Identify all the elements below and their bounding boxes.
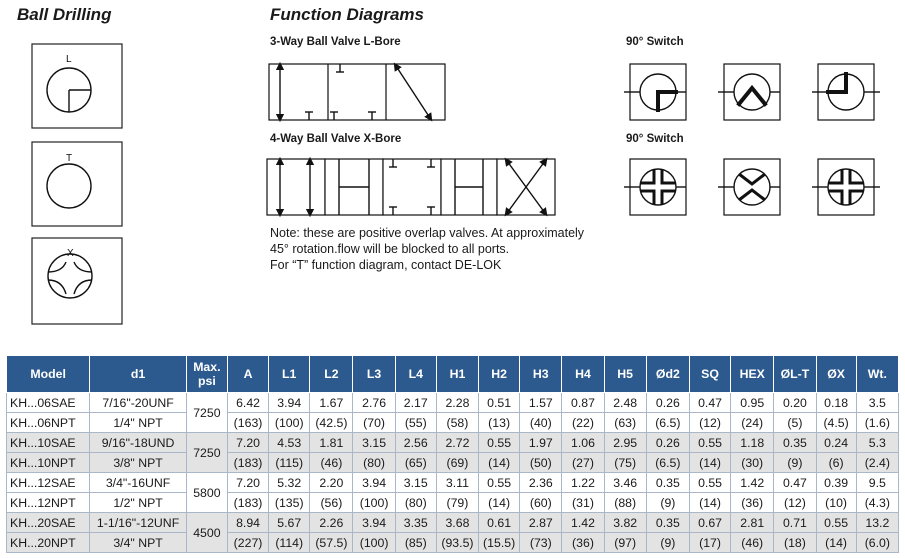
value-cell: (18) <box>774 533 816 553</box>
value-cell: (57.5) <box>310 533 353 553</box>
value-cell: 0.51 <box>479 393 520 413</box>
value-cell: 1.06 <box>562 433 604 453</box>
switch-label-2: 90° Switch <box>626 133 684 145</box>
value-cell: 3.82 <box>604 513 646 533</box>
value-cell: (14) <box>689 453 730 473</box>
value-cell: 0.55 <box>816 513 856 533</box>
four-way-title: 4-Way Ball Valve X-Bore <box>270 133 402 145</box>
ball-drilling-heading: Ball Drilling <box>17 5 112 24</box>
value-cell: 3.35 <box>395 513 436 533</box>
value-cell: 0.26 <box>646 433 689 453</box>
value-cell: (69) <box>436 453 478 473</box>
value-cell: (50) <box>520 453 562 473</box>
value-cell: 6.42 <box>227 393 268 413</box>
value-cell: 0.61 <box>479 513 520 533</box>
value-cell: 1.18 <box>731 433 774 453</box>
table-row <box>7 493 899 513</box>
value-cell: 7.20 <box>227 473 268 493</box>
value-cell: 3.94 <box>269 393 310 413</box>
value-cell: 2.17 <box>395 393 436 413</box>
column-header: d1 <box>90 356 186 393</box>
value-cell: 0.71 <box>774 513 816 533</box>
column-header: H2 <box>479 356 520 393</box>
value-cell: (36) <box>562 533 604 553</box>
table-row <box>7 453 899 473</box>
note-line-1: Note: these are positive overlap valves. At approximately <box>270 226 585 240</box>
value-cell: (1.6) <box>856 413 898 433</box>
column-header: L2 <box>310 356 353 393</box>
value-cell: (55) <box>395 413 436 433</box>
value-cell: 0.47 <box>774 473 816 493</box>
value-cell: 2.48 <box>604 393 646 413</box>
value-cell: 3.46 <box>604 473 646 493</box>
value-cell: 2.28 <box>436 393 478 413</box>
value-cell: (27) <box>562 453 604 473</box>
value-cell: (10) <box>816 493 856 513</box>
value-cell: (65) <box>395 453 436 473</box>
model-cell: KH...20SAE <box>7 513 90 533</box>
switch-symbols-x <box>624 153 894 223</box>
value-cell: (5) <box>774 413 816 433</box>
value-cell: (63) <box>604 413 646 433</box>
value-cell: 0.35 <box>646 473 689 493</box>
psi-cell: 4500 <box>186 513 227 553</box>
d1-cell: 1/2" NPT <box>90 493 186 513</box>
value-cell: 5.67 <box>269 513 310 533</box>
column-header: Max. psi <box>186 356 227 393</box>
value-cell: 3.94 <box>353 473 395 493</box>
value-cell: (227) <box>227 533 268 553</box>
value-cell: (14) <box>816 533 856 553</box>
value-cell: 1.97 <box>520 433 562 453</box>
value-cell: 2.72 <box>436 433 478 453</box>
value-cell: (15.5) <box>479 533 520 553</box>
value-cell: (56) <box>310 493 353 513</box>
value-cell: (42.5) <box>310 413 353 433</box>
value-cell: (36) <box>731 493 774 513</box>
value-cell: (9) <box>774 453 816 473</box>
value-cell: (100) <box>353 493 395 513</box>
three-way-title: 3-Way Ball Valve L-Bore <box>270 36 401 48</box>
value-cell: 0.55 <box>479 433 520 453</box>
value-cell: (75) <box>604 453 646 473</box>
value-cell: (24) <box>731 413 774 433</box>
value-cell: (12) <box>689 413 730 433</box>
column-header: Ød2 <box>646 356 689 393</box>
value-cell: (88) <box>604 493 646 513</box>
column-header: ØL-T <box>774 356 816 393</box>
value-cell: (9) <box>646 493 689 513</box>
ball-drilling-figures <box>0 0 160 340</box>
value-cell: 0.24 <box>816 433 856 453</box>
d1-cell: 3/4"-16UNF <box>90 473 186 493</box>
specification-table <box>6 355 899 553</box>
value-cell: 0.67 <box>689 513 730 533</box>
value-cell: (114) <box>269 533 310 553</box>
model-cell: KH...06NPT <box>7 413 90 433</box>
value-cell: (6.5) <box>646 413 689 433</box>
value-cell: 0.26 <box>646 393 689 413</box>
value-cell: 7.20 <box>227 433 268 453</box>
value-cell: 9.5 <box>856 473 898 493</box>
value-cell: (79) <box>436 493 478 513</box>
value-cell: 3.15 <box>395 473 436 493</box>
value-cell: 1.67 <box>310 393 353 413</box>
psi-cell: 7250 <box>186 433 227 473</box>
four-way-schematic <box>262 153 562 223</box>
note-text <box>270 225 584 273</box>
model-cell: KH...06SAE <box>7 393 90 413</box>
column-header: SQ <box>689 356 730 393</box>
switch-label-1: 90° Switch <box>626 36 684 48</box>
model-cell: KH...12SAE <box>7 473 90 493</box>
column-header: Model <box>7 356 90 393</box>
value-cell: 4.53 <box>269 433 310 453</box>
column-header: H3 <box>520 356 562 393</box>
column-header: L1 <box>269 356 310 393</box>
d1-cell: 3/8" NPT <box>90 453 186 473</box>
table-row <box>7 533 899 553</box>
column-header: H4 <box>562 356 604 393</box>
value-cell: (13) <box>479 413 520 433</box>
column-header: ØX <box>816 356 856 393</box>
value-cell: 2.36 <box>520 473 562 493</box>
value-cell: (6.5) <box>646 453 689 473</box>
value-cell: 0.87 <box>562 393 604 413</box>
value-cell: (14) <box>689 493 730 513</box>
function-diagrams-heading: Function Diagrams <box>270 5 424 24</box>
value-cell: 2.76 <box>353 393 395 413</box>
switch-symbols-l <box>624 58 894 128</box>
value-cell: 3.15 <box>353 433 395 453</box>
three-way-schematic <box>262 56 452 126</box>
value-cell: (60) <box>520 493 562 513</box>
value-cell: 1.42 <box>731 473 774 493</box>
ball-label-l: L <box>66 54 72 65</box>
column-header: H1 <box>436 356 478 393</box>
value-cell: 13.2 <box>856 513 898 533</box>
value-cell: 0.55 <box>689 473 730 493</box>
value-cell: 3.5 <box>856 393 898 413</box>
value-cell: 0.35 <box>774 433 816 453</box>
value-cell: (85) <box>395 533 436 553</box>
table-row <box>7 433 899 453</box>
value-cell: (17) <box>689 533 730 553</box>
value-cell: 1.42 <box>562 513 604 533</box>
value-cell: 2.20 <box>310 473 353 493</box>
value-cell: (14) <box>479 493 520 513</box>
value-cell: 0.95 <box>731 393 774 413</box>
model-cell: KH...20NPT <box>7 533 90 553</box>
column-header: A <box>227 356 268 393</box>
note-line-3: For “T” function diagram, contact DE-LOK <box>270 258 502 272</box>
column-header: L3 <box>353 356 395 393</box>
value-cell: 3.94 <box>353 513 395 533</box>
value-cell: (2.4) <box>856 453 898 473</box>
value-cell: (135) <box>269 493 310 513</box>
value-cell: (31) <box>562 493 604 513</box>
value-cell: (46) <box>731 533 774 553</box>
value-cell: 5.32 <box>269 473 310 493</box>
model-cell: KH...10NPT <box>7 453 90 473</box>
value-cell: (100) <box>353 533 395 553</box>
value-cell: (70) <box>353 413 395 433</box>
value-cell: (93.5) <box>436 533 478 553</box>
value-cell: 3.11 <box>436 473 478 493</box>
column-header: HEX <box>731 356 774 393</box>
value-cell: (183) <box>227 493 268 513</box>
value-cell: (183) <box>227 453 268 473</box>
value-cell: 1.22 <box>562 473 604 493</box>
value-cell: (40) <box>520 413 562 433</box>
table-row <box>7 413 899 433</box>
value-cell: (73) <box>520 533 562 553</box>
ball-label-t: T <box>66 153 73 164</box>
d1-cell: 9/16"-18UND <box>90 433 186 453</box>
table-row <box>7 513 899 533</box>
value-cell: (58) <box>436 413 478 433</box>
value-cell: (46) <box>310 453 353 473</box>
value-cell: (97) <box>604 533 646 553</box>
value-cell: 2.95 <box>604 433 646 453</box>
value-cell: (80) <box>395 493 436 513</box>
ball-drilling-x <box>32 238 122 324</box>
table-row <box>7 473 899 493</box>
table-header-row <box>7 356 899 393</box>
value-cell: 0.55 <box>689 433 730 453</box>
value-cell: (12) <box>774 493 816 513</box>
value-cell: 3.68 <box>436 513 478 533</box>
psi-cell: 5800 <box>186 473 227 513</box>
value-cell: 1.81 <box>310 433 353 453</box>
table-row <box>7 393 899 413</box>
value-cell: 0.35 <box>646 513 689 533</box>
value-cell: (14) <box>479 453 520 473</box>
d1-cell: 3/4" NPT <box>90 533 186 553</box>
value-cell: 2.56 <box>395 433 436 453</box>
value-cell: 0.39 <box>816 473 856 493</box>
d1-cell: 1-1/16"-12UNF <box>90 513 186 533</box>
model-cell: KH...12NPT <box>7 493 90 513</box>
value-cell: (6.0) <box>856 533 898 553</box>
column-header: Wt. <box>856 356 898 393</box>
value-cell: 2.81 <box>731 513 774 533</box>
column-header: L4 <box>395 356 436 393</box>
value-cell: (30) <box>731 453 774 473</box>
d1-cell: 7/16"-20UNF <box>90 393 186 413</box>
value-cell: 0.55 <box>479 473 520 493</box>
value-cell: 2.87 <box>520 513 562 533</box>
d1-cell: 1/4" NPT <box>90 413 186 433</box>
value-cell: (6) <box>816 453 856 473</box>
column-header: H5 <box>604 356 646 393</box>
ball-drilling-t <box>32 142 122 226</box>
value-cell: (9) <box>646 533 689 553</box>
value-cell: (22) <box>562 413 604 433</box>
value-cell: 0.47 <box>689 393 730 413</box>
value-cell: 5.3 <box>856 433 898 453</box>
ball-drilling-l <box>32 44 122 128</box>
note-line-2: 45° rotation.flow will be blocked to all ports. <box>270 242 510 256</box>
value-cell: 8.94 <box>227 513 268 533</box>
value-cell: (4.3) <box>856 493 898 513</box>
value-cell: 0.20 <box>774 393 816 413</box>
value-cell: 0.18 <box>816 393 856 413</box>
table-body <box>7 393 899 553</box>
value-cell: (80) <box>353 453 395 473</box>
psi-cell: 7250 <box>186 393 227 433</box>
value-cell: (4.5) <box>816 413 856 433</box>
model-cell: KH...10SAE <box>7 433 90 453</box>
value-cell: (100) <box>269 413 310 433</box>
ball-label-x: X <box>67 248 74 259</box>
value-cell: (115) <box>269 453 310 473</box>
value-cell: (163) <box>227 413 268 433</box>
value-cell: 2.26 <box>310 513 353 533</box>
value-cell: 1.57 <box>520 393 562 413</box>
